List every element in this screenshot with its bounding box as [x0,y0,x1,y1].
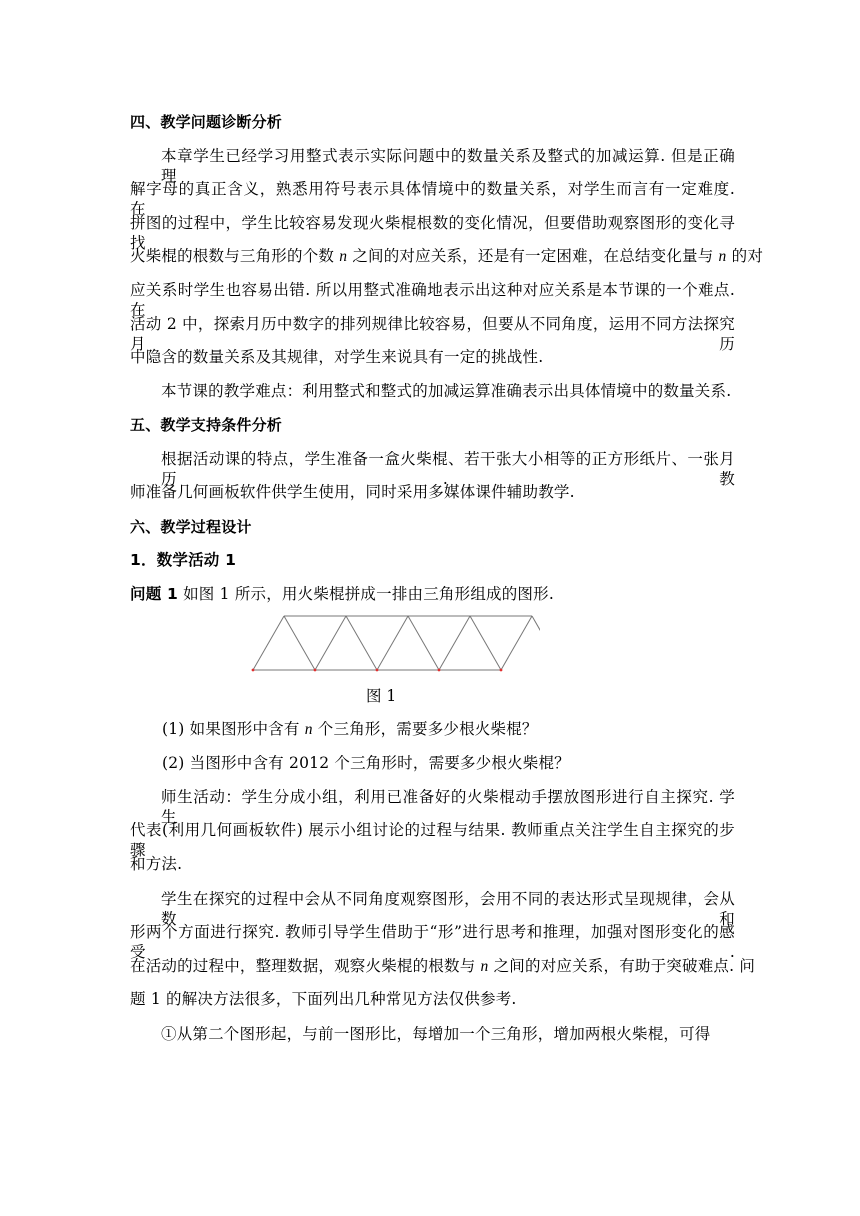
vertex-point [314,669,317,672]
matchstick [377,616,408,670]
variable-n: n [718,248,727,265]
section-4-heading: 四、教学问题诊断分析 [130,113,283,131]
figure-1-triangles [250,614,540,676]
section-5-heading: 五、教学支持条件分析 [130,416,283,434]
paragraph-line: 拼图的过程中，学生比较容易发现火柴棍根数的变化情况，但要借助观察图形的变化寻找 [130,214,735,252]
paragraph-line: 题 1 的解决方法很多，下面列出几种常见方法仅供参考. [130,990,517,1008]
paragraph-line: 本节课的教学难点：利用整式和整式的加减运算准确表示出具体情境中的数量关系. [161,382,732,400]
vertex-point [438,669,441,672]
paragraph-line: 火柴棍的根数与三角形的个数 n 之间的对应关系，还是有一定困难，在总结变化量与 n 的对 [130,247,764,265]
matchstick [501,616,532,670]
variable-n: n [339,248,348,265]
figure-caption: 图 1 [366,687,397,705]
problem-label: 问题 1 [130,585,178,603]
paragraph-line: 本章学生已经学习用整式表示实际问题中的数量关系及整式的加减运算. 但是正确理 [161,147,735,185]
matchstick [532,616,540,670]
paragraph-line: 师准备几何画板软件供学生使用，同时采用多媒体课件辅助教学. [130,483,575,501]
matchstick [408,616,439,670]
paragraph-line: 学生在探究的过程中会从不同角度观察图形，会用不同的表达形式呈现规律，会从数和 [161,890,735,928]
question-1: (1) 如果图形中含有 n 个三角形，需要多少根火柴棍？ [162,720,538,738]
paragraph-line: 根据活动课的特点，学生准备一盒火柴棍、若干张大小相等的正方形纸片、一张月历. 教 [161,450,735,488]
paragraph-line: 代表(利用几何画板软件) 展示小组讨论的过程与结果. 教师重点关注学生自主探究的步骤 [130,821,735,859]
vertex-point [376,669,379,672]
paragraph-line: 解字母的真正含义，熟悉用符号表示具体情境中的数量关系，对学生而言有一定难度. 在 [130,180,735,218]
matchstick [470,616,501,670]
problem-1: 问题 1 如图 1 所示，用火柴棍拼成一排由三角形组成的图形. [130,585,554,603]
matchstick [253,616,284,670]
variable-n: n [480,958,489,975]
paragraph-line: 应关系时学生也容易出错. 所以用整式准确地表示出这种对应关系是本节课的一个难点. 在 [130,281,735,319]
variable-n: n [304,721,313,738]
matchstick [439,616,470,670]
matchstick [315,616,346,670]
paragraph-line: 和方法. [130,855,183,873]
matchstick [284,616,315,670]
paragraph-line: 活动 2 中，探索月历中数字的排列规律比较容易，但要从不同角度，运用不同方法探究月历 [130,315,735,353]
paragraph-line: 在活动的过程中，整理数据，观察火柴棍的根数与 n 之间的对应关系，有助于突破难点. 问 [130,957,756,975]
vertex-point [252,669,255,672]
method-1: ①从第二个图形起，与前一图形比，每增加一个三角形，增加两根火柴棍，可得 [161,1025,711,1043]
vertex-point [500,669,503,672]
paragraph-line: 中隐含的数量关系及其规律，对学生来说具有一定的挑战性. [130,348,544,366]
paragraph-line: 师生活动：学生分成小组，利用已准备好的火柴棍动手摆放图形进行自主探究. 学生 [161,788,735,826]
matchstick [346,616,377,670]
activity-1-heading: 1．数学活动 1 [130,551,237,569]
section-6-heading: 六、教学过程设计 [130,518,252,536]
question-2: (2) 当图形中含有 2012 个三角形时，需要多少根火柴棍？ [162,754,570,772]
paragraph-line: 形两个方面进行探究. 教师引导学生借助于“形”进行思考和推理，加强对图形变化的感受. [130,923,735,961]
